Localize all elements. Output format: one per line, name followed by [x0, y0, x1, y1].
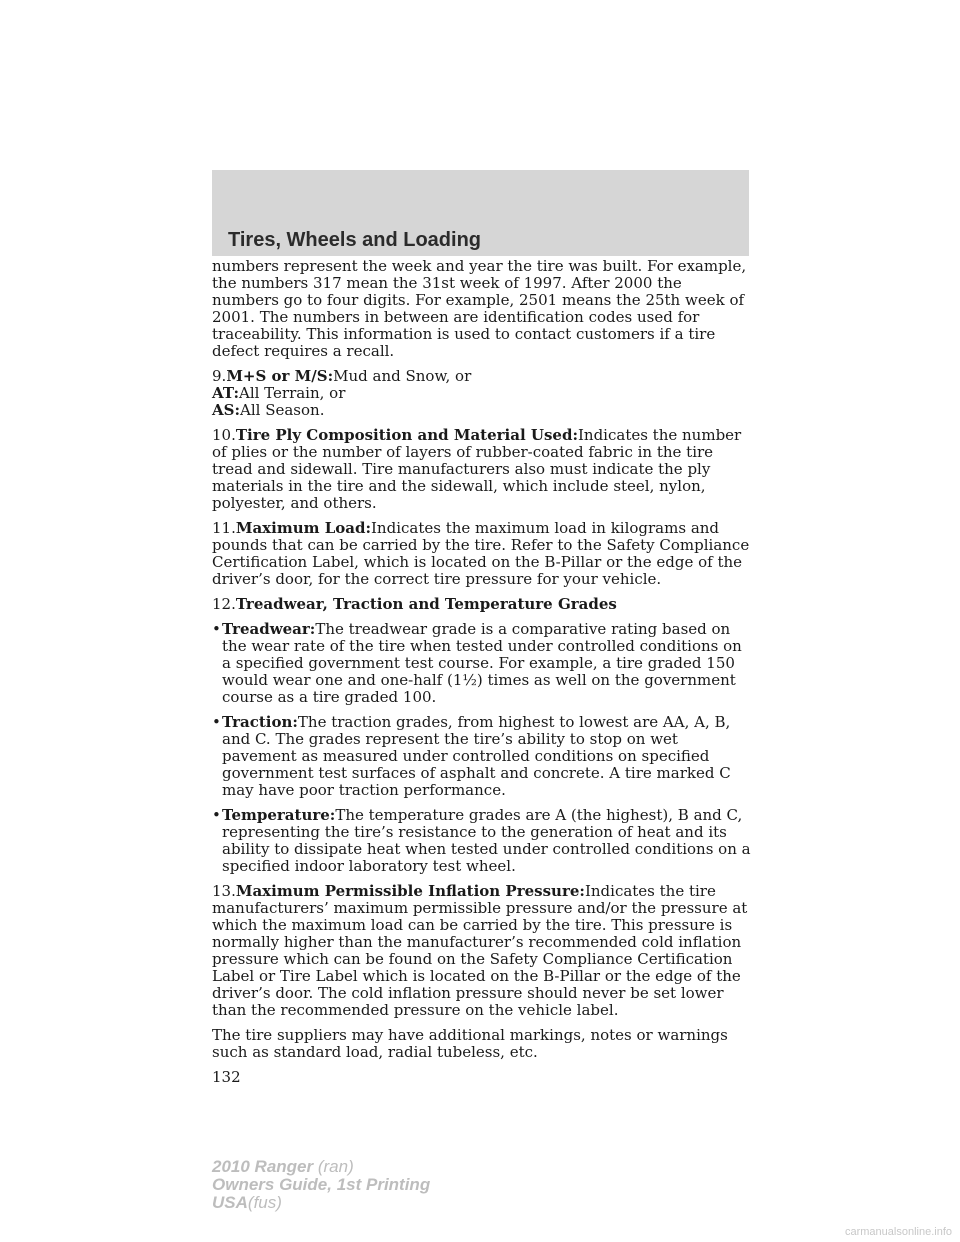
item-9-at-label: AT:: [212, 384, 239, 402]
item-13-label: Maximum Permissible Inflation Pressure:: [235, 882, 585, 900]
item-11-text: Indicates the maximum load in kilograms and pounds that can be carried by the tire. Refer to the Safety Compliance Certification Label, which is located on the B-Pillar or the edge of the driver’s door, for the correct tire pressure for your vehicle.: [212, 519, 750, 588]
bullet-dot-icon: •: [212, 620, 221, 638]
item-10-number: 10.: [212, 426, 236, 444]
item-9-as-label: AS:: [212, 401, 241, 419]
item-9-as-text: All Season.: [240, 401, 325, 419]
item-9-number: 9.: [212, 367, 227, 385]
item-12: [212, 596, 752, 613]
bullet-temperature: [212, 807, 752, 875]
item-9-as-line: [212, 402, 752, 419]
footer-line-1: [212, 1158, 430, 1176]
section-header-band: [212, 170, 749, 256]
page-content: [212, 258, 752, 1086]
item-13: [212, 883, 752, 1019]
item-10-text: Indicates the number of plies or the number of layers of rubber-coated fabric in the tire tread and sidewall. Tire manufacturers also must indicate the ply materials in the tire and the sidewall, which include steel, nylon, polyester, and others.: [212, 426, 742, 512]
item-12-number: 12.: [212, 595, 236, 613]
footer-line-3: [212, 1194, 430, 1212]
bullet-traction-text: The traction grades, from highest to lowest are AA, A, B, and C. The grades represent the tire’s ability to stop on wet pavement as measured under controlled conditions on specified government test surfaces of asphalt and concrete. A tire marked C may have poor traction performance.: [222, 713, 731, 799]
item-9-ms-text: Mud and Snow, or: [333, 367, 472, 385]
item-9-at-text: All Terrain, or: [238, 384, 346, 402]
item-9-ms-line: [212, 368, 752, 385]
bullet-treadwear: [212, 621, 752, 706]
bullet-temperature-body: [222, 807, 752, 875]
section-title: Tires, Wheels and Loading: [228, 229, 482, 251]
item-9: [212, 368, 752, 419]
print-footer: [212, 1158, 430, 1212]
bullet-treadwear-text: The treadwear grade is a comparative rating based on the wear rate of the tire when tested under controlled conditions on a specified government test course. For example, a tire graded 150 would wear one and one-half (1½) times as well on the government course as a tire graded 100.: [222, 620, 742, 706]
footer-line-2: Owners Guide, 1st Printing: [212, 1175, 431, 1194]
item-13-text: Indicates the tire manufacturers’ maximum permissible pressure and/or the pressure at which the maximum load can be carried by the tire. This pressure is normally higher than the manufacturer’s recommended cold inflation pressure which can be found on the Safety Compliance Certification Label or Tire Label which is located on the B-Pillar or the edge of the driver’s door. The cold inflation pressure should never be set lower than the recommended pressure on the vehicle label.: [212, 882, 748, 1019]
item-9-ms-label: M+S or M/S:: [226, 367, 334, 385]
page-number: 132: [212, 1068, 241, 1086]
site-watermark: carmanualsonline.info: [844, 1226, 952, 1238]
bullet-traction-body: [222, 714, 752, 799]
item-12-label: Treadwear, Traction and Temperature Grades: [235, 595, 617, 613]
footer-market: USA: [212, 1193, 248, 1212]
item-10-label: Tire Ply Composition and Material Used:: [235, 426, 578, 444]
item-11: [212, 520, 752, 588]
intro-paragraph: numbers represent the week and year the tire was built. For example, the numbers 317 mean the 31st week of 1997. After 2000 the numbers go to four digits. For example, 2501 means the 25th week of 2001. The numbers in between are identification codes used for traceability. This information is used to contact customers if a tire defect requires a recall.: [212, 257, 747, 360]
bullet-temperature-label: Temperature:: [222, 806, 336, 824]
bullet-traction: [212, 714, 752, 799]
bullet-treadwear-label: Treadwear:: [222, 620, 316, 638]
item-10: [212, 427, 752, 512]
closing-paragraph: The tire suppliers may have additional markings, notes or warnings such as standard load, radial tubeless, etc.: [212, 1026, 728, 1061]
bullet-traction-label: Traction:: [222, 713, 298, 731]
bullet-dot-icon: •: [212, 713, 221, 731]
item-9-at-line: [212, 385, 752, 402]
bullet-treadwear-body: [222, 621, 752, 706]
item-11-number: 11.: [212, 519, 236, 537]
bullet-temperature-text: The temperature grades are A (the highest), B and C, representing the tire’s resistance to the generation of heat and its ability to dissipate heat when tested under controlled conditions on a specified indoor laboratory test wheel.: [222, 806, 751, 875]
footer-model: 2010 Ranger: [212, 1157, 314, 1176]
bullet-dot-icon: •: [212, 806, 221, 824]
footer-model-code: (ran): [317, 1157, 354, 1176]
item-13-number: 13.: [212, 882, 236, 900]
footer-market-code: (fus): [247, 1193, 282, 1212]
item-11-label: Maximum Load:: [235, 519, 371, 537]
